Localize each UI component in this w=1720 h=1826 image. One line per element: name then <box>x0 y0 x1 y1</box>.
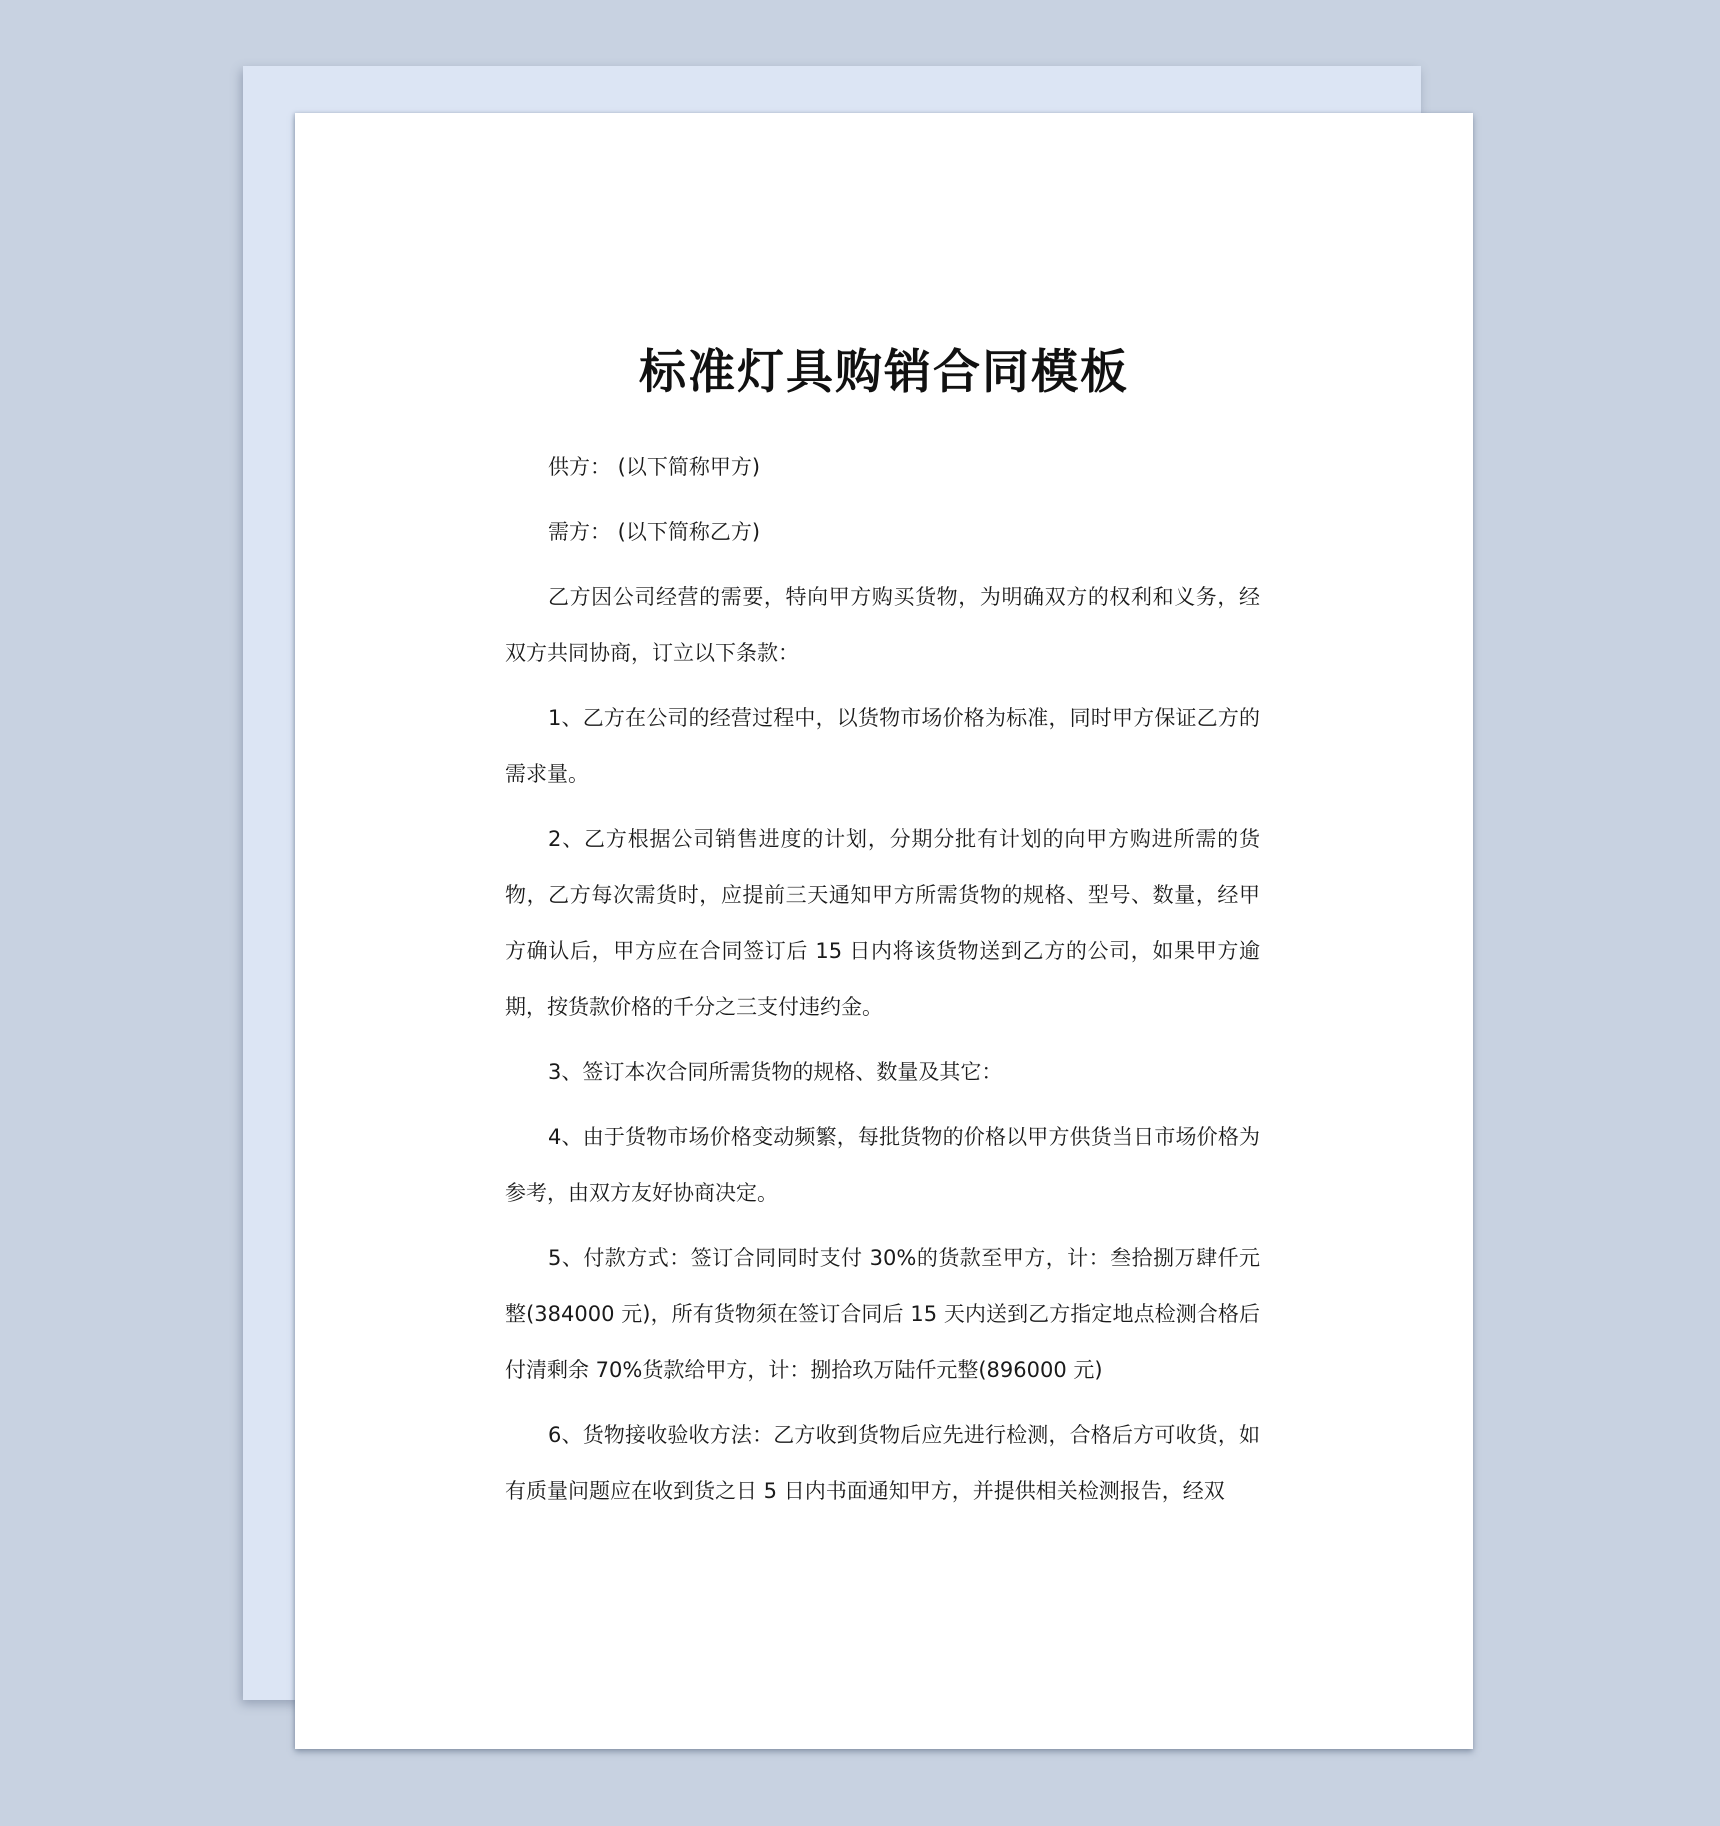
clause-6: 6、货物接收验收方法：乙方收到货物后应先进行检测，合格后方可收货，如有质量问题应在收到货之日 5 日内书面通知甲方，并提供相关检测报告，经双 <box>505 1423 1260 1503</box>
clause-3: 3、签订本次合同所需货物的规格、数量及其它： <box>548 1060 1003 1084</box>
document-title: 标准灯具购销合同模板 <box>639 345 1129 400</box>
document-body <box>505 439 1260 1528</box>
supplier-line: 供方： (以下简称甲方) <box>548 455 761 479</box>
clause-1: 1、乙方在公司的经营过程中，以货物市场价格为标准，同时甲方保证乙方的需求量。 <box>505 706 1260 786</box>
document-page <box>295 113 1473 1749</box>
preamble-paragraph: 乙方因公司经营的需要，特向甲方购买货物，为明确双方的权利和义务，经双方共同协商，订立以下条款： <box>505 585 1260 665</box>
buyer-line: 需方： (以下简称乙方) <box>548 520 761 544</box>
clause-4: 4、由于货物市场价格变动频繁，每批货物的价格以甲方供货当日市场价格为参考，由双方友好协商决定。 <box>505 1125 1260 1205</box>
clause-5: 5、付款方式：签订合同同时支付 30%的货款至甲方，计：叁拾捌万肆仟元整(384000 元)，所有货物须在签订合同后 15 天内送到乙方指定地点检测合格后付清剩余 70%货款给甲方，计：捌拾玖万陆仟元整(896000 元) <box>505 1246 1260 1382</box>
clause-2: 2、乙方根据公司销售进度的计划，分期分批有计划的向甲方购进所需的货物，乙方每次需货时，应提前三天通知甲方所需货物的规格、型号、数量，经甲方确认后，甲方应在合同签订后 15 日内将该货物送到乙方的公司，如果甲方逾期，按货款价格的千分之三支付违约金。 <box>505 827 1260 1019</box>
